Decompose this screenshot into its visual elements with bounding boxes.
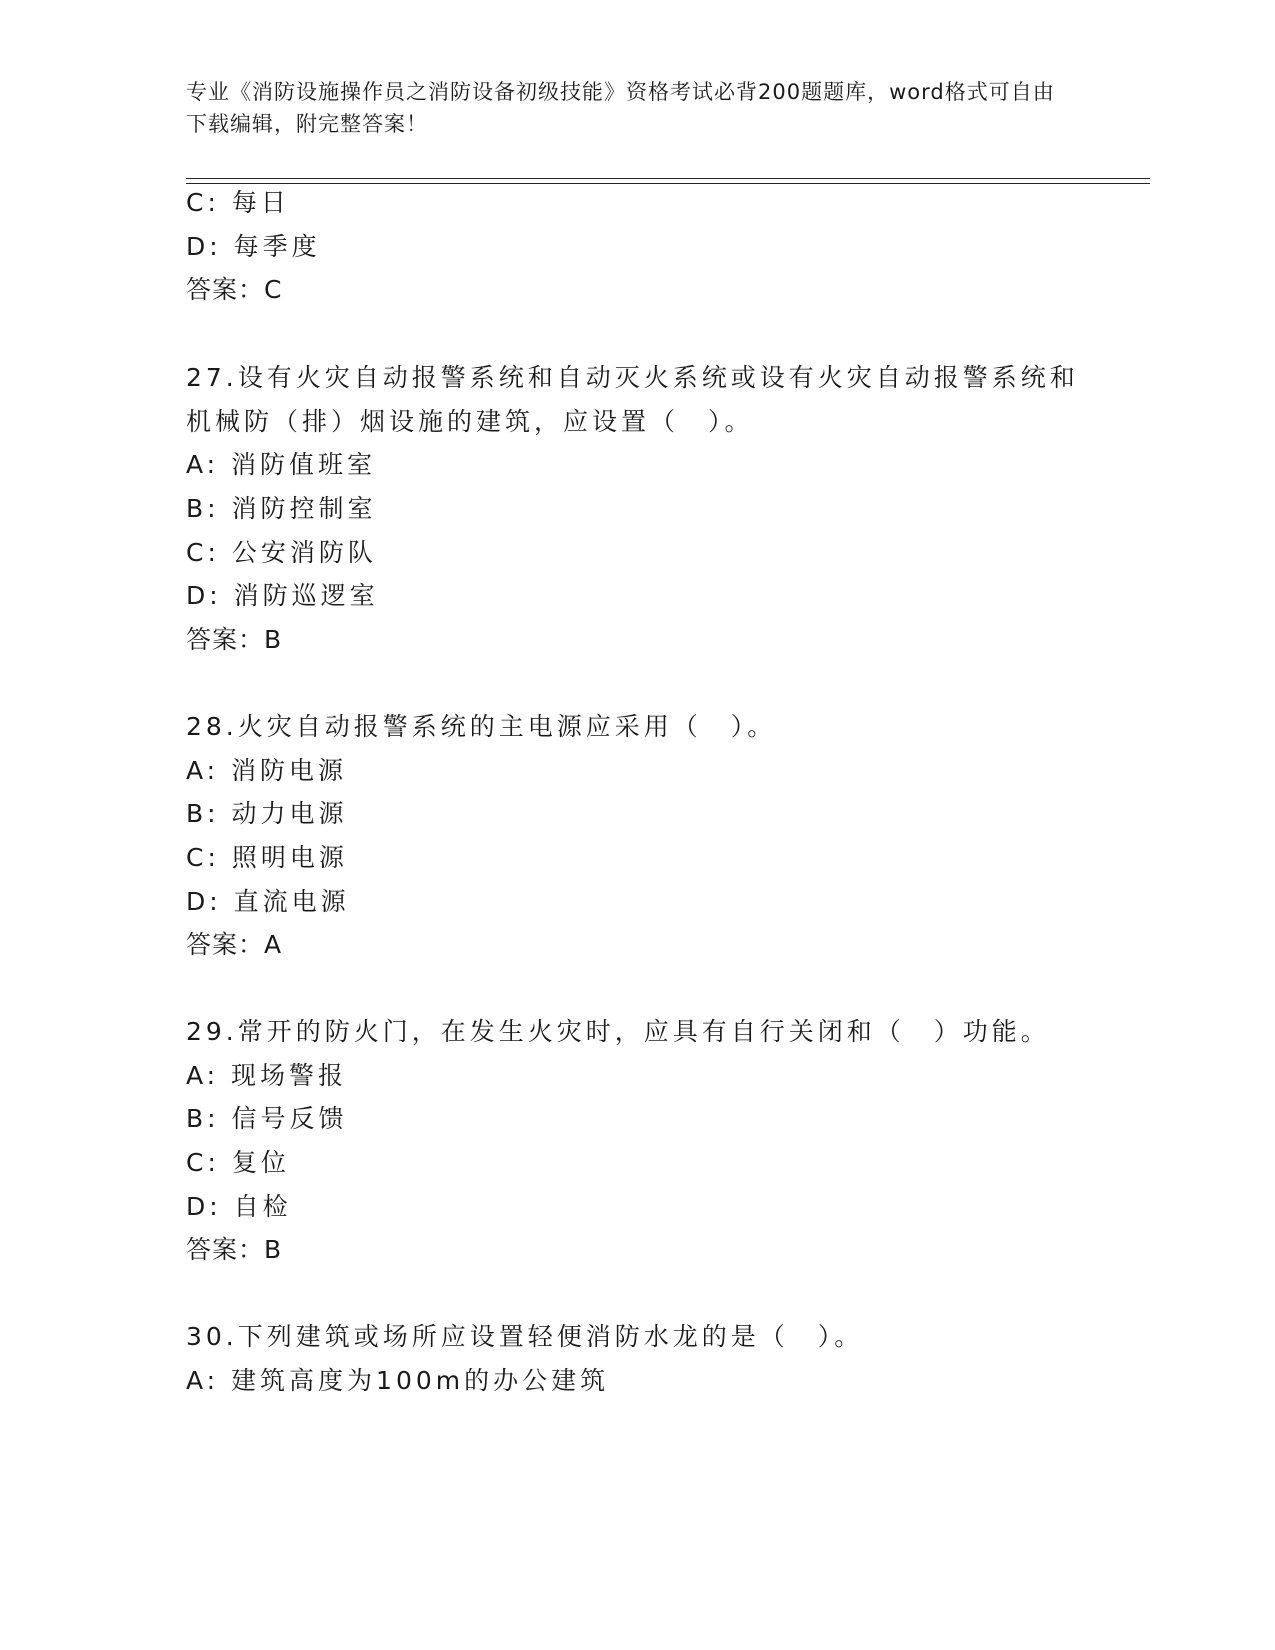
question-29-answer: 答案：B	[186, 1235, 283, 1264]
answer-line: 答案：C	[186, 275, 283, 304]
question-29-option-b: B: 信号反馈	[186, 1104, 348, 1133]
document-header: 专业《消防设施操作员之消防设备初级技能》资格考试必背200题题库，word格式可自由下载编辑，附完整答案！	[186, 80, 1055, 136]
question-29-stem: 29.常开的防火门，在发生火灾时，应具有自行关闭和（ ）功能。	[186, 1017, 1050, 1046]
question-27-option-b: B: 消防控制室	[186, 494, 377, 523]
question-28-option-b: B: 动力电源	[186, 799, 348, 828]
question-27-stem: 27.设有火灾自动报警系统和自动灭火系统或设有火灾自动报警系统和	[186, 363, 1079, 392]
option-d: D: 每季度	[186, 232, 321, 261]
question-28-option-a: A: 消防电源	[186, 756, 348, 785]
question-28-answer: 答案：A	[186, 930, 283, 959]
question-28-option-d: D: 直流电源	[186, 887, 350, 916]
question-28-option-c: C: 照明电源	[186, 843, 348, 872]
option-c: C: 每日	[186, 188, 290, 217]
question-29-option-d: D: 自检	[186, 1192, 292, 1221]
question-30-stem: 30.下列建筑或场所应设置轻便消防水龙的是（ ）。	[186, 1322, 864, 1351]
question-27-option-d: D: 消防巡逻室	[186, 581, 379, 610]
question-27-stem-cont: 机械防（排）烟设施的建筑，应设置（ ）。	[186, 407, 754, 436]
header-divider-double	[186, 183, 1150, 184]
question-27-option-c: C: 公安消防队	[186, 538, 377, 567]
question-28-stem: 28.火灾自动报警系统的主电源应采用（ ）。	[186, 712, 777, 741]
question-27-option-a: A: 消防值班室	[186, 450, 377, 479]
question-27-answer: 答案：B	[186, 625, 283, 654]
question-29-option-c: C: 复位	[186, 1148, 290, 1177]
question-30-option-a: A: 建筑高度为100m的办公建筑	[186, 1366, 610, 1395]
question-29-option-a: A: 现场警报	[186, 1061, 348, 1090]
header-divider	[186, 178, 1150, 179]
